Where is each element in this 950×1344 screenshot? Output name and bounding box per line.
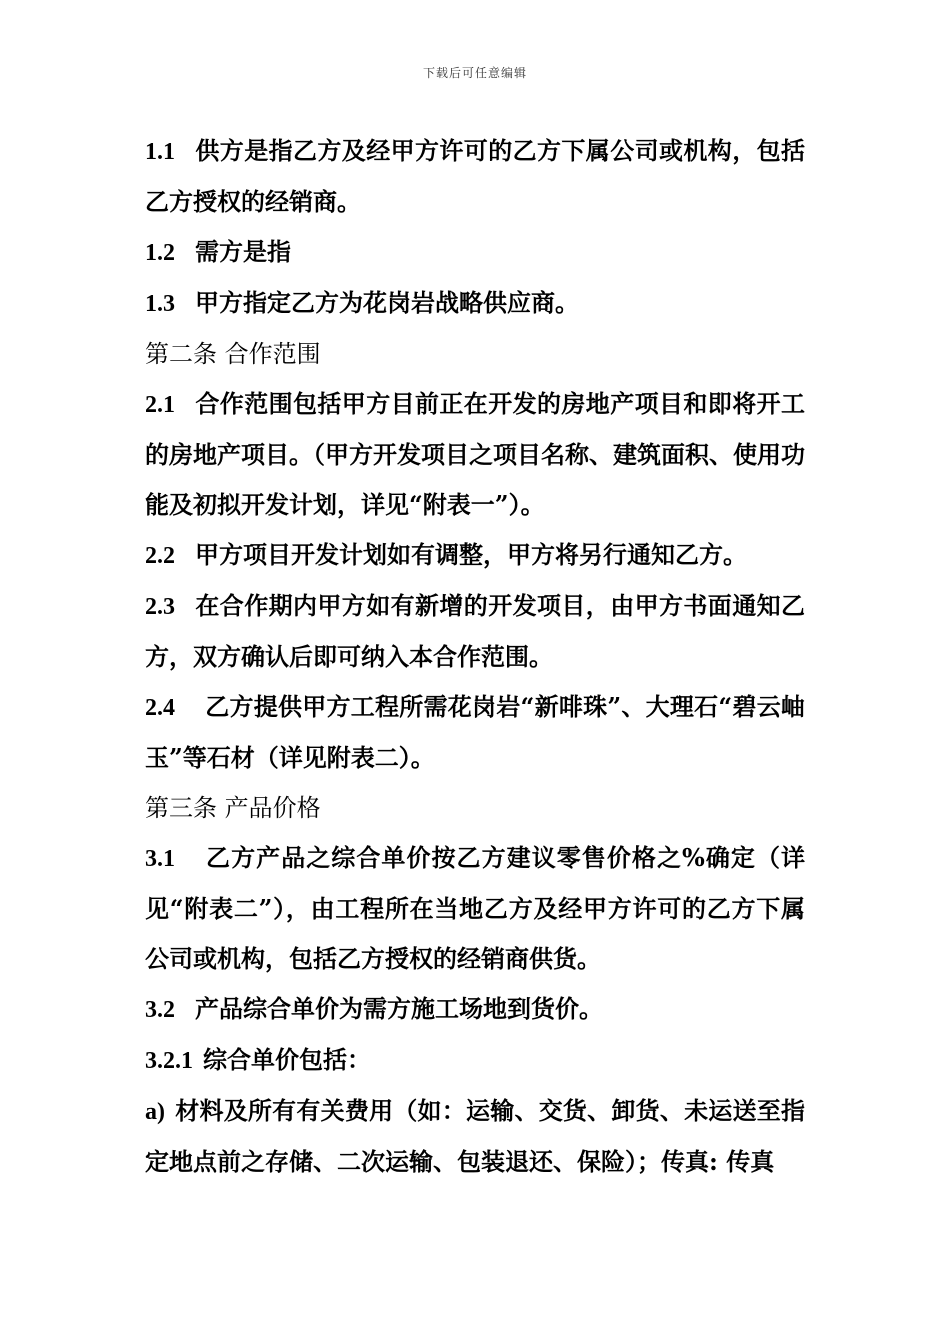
clause-2-3	[145, 581, 805, 682]
clause-number: a)	[145, 1099, 165, 1125]
article-2-heading	[145, 329, 805, 379]
clause-number: 3.2.1	[145, 1048, 193, 1074]
clause-text: 甲方项目开发计划如有调整，甲方将另行通知乙方。	[195, 540, 747, 569]
clause-1-1	[145, 126, 805, 227]
clause-number: 2.3	[145, 594, 175, 620]
clause-number: 3.2	[145, 997, 175, 1023]
clause-text: 供方是指乙方及经甲方许可的乙方下属公司或机构，包括乙方授权的经销商。	[145, 136, 805, 216]
article-3-heading	[145, 783, 805, 833]
clause-number: 1.3	[145, 291, 175, 317]
clause-text: 合作范围包括甲方目前正在开发的房地产项目和即将开工的房地产项目。（甲方开发项目之项目名称、建筑面积、使用功能及初拟开发计划，详见“附表一”）。	[145, 389, 805, 519]
clause-3-2-1	[145, 1035, 805, 1086]
clause-text: 乙方产品之综合单价按乙方建议零售价格之%确定（详见“附表二”），由工程所在当地乙方及经甲方许可的乙方下属公司或机构，包括乙方授权的经销商供货。	[145, 843, 805, 973]
clause-text: 产品综合单价为需方施工场地到货价。	[195, 994, 603, 1023]
page-header: 下载后可任意编辑	[422, 66, 527, 80]
clause-text: 在合作期内甲方如有新增的开发项目，由甲方书面通知乙方，双方确认后即可纳入本合作范围。	[145, 591, 805, 671]
clause-3-1	[145, 833, 805, 984]
clause-a	[145, 1086, 805, 1187]
clause-number: 2.2	[145, 543, 175, 569]
clause-number: 1.2	[145, 240, 175, 266]
clause-1-3	[145, 278, 805, 329]
clause-text: 甲方指定乙方为花岗岩战略供应商。	[195, 288, 579, 317]
clause-2-4	[145, 682, 805, 783]
clause-2-2	[145, 530, 805, 581]
clause-number: 2.4	[145, 695, 175, 721]
clause-text: 需方是指	[195, 237, 291, 266]
clause-number: 3.1	[145, 846, 175, 872]
clause-text: 综合单价包括：	[203, 1045, 371, 1074]
clause-3-2	[145, 984, 805, 1035]
heading-text: 第三条 产品价格	[145, 794, 321, 822]
clause-number: 2.1	[145, 392, 175, 418]
clause-2-1	[145, 379, 805, 530]
clause-text: 材料及所有有关费用（如：运输、交货、卸货、未运送至指定地点前之存储、二次运输、包装退还、保险）；传真: 传真	[145, 1096, 805, 1176]
heading-text: 第二条 合作范围	[145, 340, 321, 368]
clause-text: 乙方提供甲方工程所需花岗岩“新啡珠”、大理石“碧云岫玉”等石材（详见附表二）。	[145, 692, 805, 772]
document-body	[145, 126, 805, 1187]
clause-number: 1.1	[145, 139, 175, 165]
clause-1-2	[145, 227, 805, 278]
